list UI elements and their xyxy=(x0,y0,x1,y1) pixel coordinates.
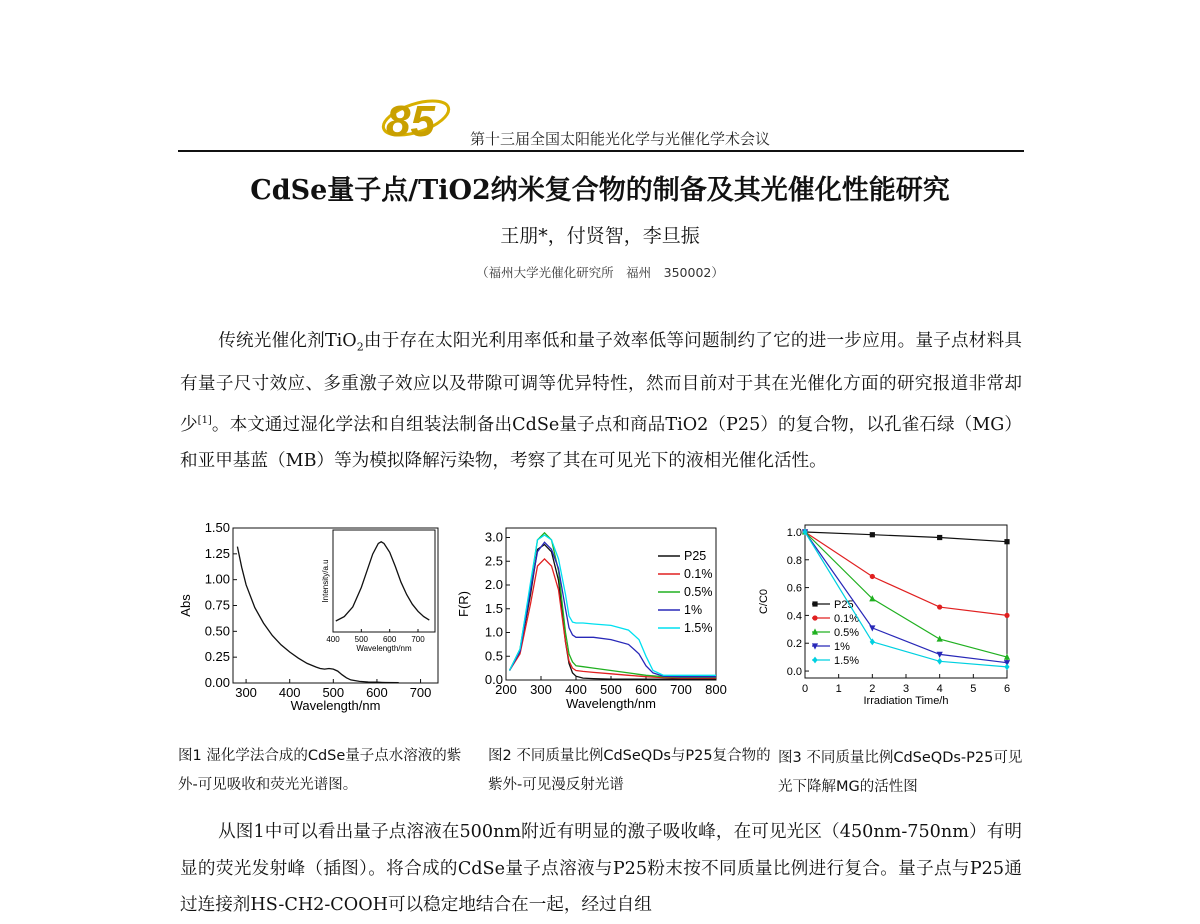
citation-ref: [1] xyxy=(197,414,212,426)
x-tick-label: 600 xyxy=(366,685,388,700)
x-tick-label: 500 xyxy=(322,685,345,700)
y-tick-label: 0.25 xyxy=(204,649,230,665)
x-tick-label: 0 xyxy=(801,683,809,695)
data-point xyxy=(1004,539,1009,544)
legend-label: 1% xyxy=(834,641,850,653)
legend-label: 1.5% xyxy=(684,621,713,635)
y-tick-label: 3.0 xyxy=(484,529,503,545)
y-tick-label: 0.5 xyxy=(484,648,503,664)
x-tick-label: 700 xyxy=(409,685,432,700)
y-tick-label: 1.50 xyxy=(204,520,230,535)
x-tick-label: 6 xyxy=(1003,683,1011,695)
y-tick-label: 0.50 xyxy=(204,623,230,639)
y-axis-label: Abs xyxy=(178,594,193,617)
data-point xyxy=(937,604,942,609)
legend-marker xyxy=(812,601,817,606)
y-tick-label: 2.0 xyxy=(484,577,503,592)
y-tick-label: 0.75 xyxy=(204,597,230,613)
data-point xyxy=(937,535,942,540)
x-axis-label: Wavelength/nm xyxy=(290,698,381,713)
figure-1-absorption-chart xyxy=(178,520,448,725)
legend-label: P25 xyxy=(684,549,707,563)
x-tick-label: 5 xyxy=(970,683,977,695)
inset-x-tick-label: 600 xyxy=(382,635,397,644)
inset-x-tick-label: 400 xyxy=(326,635,340,644)
legend-label: P25 xyxy=(834,599,854,611)
data-point xyxy=(937,635,943,641)
x-tick-label: 4 xyxy=(936,683,943,695)
y-tick-label: 1.5 xyxy=(484,600,503,616)
y-tick-label: 0.4 xyxy=(786,610,802,623)
data-point xyxy=(870,532,875,537)
x-tick-label: 600 xyxy=(635,682,657,697)
data-point xyxy=(870,574,875,579)
data-point xyxy=(937,658,942,665)
legend-label: 1% xyxy=(684,603,703,617)
data-point xyxy=(1004,613,1009,618)
inset-y-axis-label: Intensity/a.u xyxy=(321,559,330,603)
x-tick-label: 300 xyxy=(235,685,257,700)
x-axis-label: Irradiation Time/h xyxy=(863,695,949,707)
y-tick-label: 1.0 xyxy=(484,624,503,640)
x-tick-label: 3 xyxy=(902,683,910,695)
x-axis-label: Wavelength/nm xyxy=(566,696,656,711)
intro-paragraph: 传统光催化剂TiO$_2$由于存在太阳光利用率低和量子效率低等问题制约了它的进一步应用。量子点材料具有量子尺寸效应、多重激子效应以及带隙可调等优异特性，然而目前对于其在光催化方面的研究报道非常却少[1]。本文通过湿化学法和自组装法制备出CdSe量子点和商品TiO2（P25）的复合物，以孔雀石绿（MG）和亚甲基蓝（MB）等为模拟降解污染物，考察了其在可见光下的液相光催化活性。 xyxy=(180,331,1022,471)
y-tick-label: 0.0 xyxy=(484,672,503,687)
x-tick-label: 700 xyxy=(670,682,692,697)
y-tick-label: 1.0 xyxy=(786,526,802,539)
y-tick-label: 0.00 xyxy=(204,675,230,690)
inset-x-axis-label: Wavelength/nm xyxy=(356,644,412,653)
inset-x-tick-label: 500 xyxy=(354,635,369,644)
inset-frame xyxy=(333,530,435,632)
figure-2-caption: 图2 不同质量比例CdSeQDs与P25复合物的紫外-可见漫反射光谱 xyxy=(488,748,771,793)
y-tick-label: 1.25 xyxy=(204,545,230,561)
figure-3-degradation-chart xyxy=(755,520,1025,715)
x-tick-label: 300 xyxy=(530,682,552,697)
y-tick-label: 1.00 xyxy=(204,571,230,587)
results-paragraph: 从图1中可以看出量子点溶液在500nm附近有明显的激子吸收峰，在可见光区（450nm-750nm）有明显的荧光发射峰（插图）。将合成的CdSe量子点溶液与P25粉末按不同质量比例进行复合。量子点与P25通过连接剂HS-CH2-COOH可以稳定地结合在一起，经过自组 xyxy=(180,822,1022,915)
header-divider xyxy=(178,150,1024,152)
figure-3-caption: 图3 不同质量比例CdSeQDs-P25可见光下降解MG的活性图 xyxy=(778,750,1023,795)
y-axis-label: C/C0 xyxy=(758,588,770,615)
series-line-0 xyxy=(805,532,1007,542)
y-tick-label: 0.8 xyxy=(786,554,802,567)
figure-2-reflectance-chart xyxy=(458,520,733,725)
conference-logo xyxy=(378,88,458,144)
x-tick-label: 1 xyxy=(835,683,842,695)
y-tick-label: 2.5 xyxy=(484,553,503,569)
conference-name: 第十三届全国太阳能光化学与光催化学术会议 xyxy=(470,130,771,148)
logo-text: 85 xyxy=(386,97,435,146)
legend-label: 0.5% xyxy=(834,627,860,639)
x-tick-label: 2 xyxy=(869,683,876,695)
legend-label: 0.1% xyxy=(684,567,713,581)
data-point xyxy=(1004,663,1009,670)
authors: 王朋*，付贤智，李旦振 xyxy=(500,225,700,247)
paper-title: CdSe量子点/TiO2纳米复合物的制备及其光催化性能研究 xyxy=(250,175,950,206)
x-tick-label: 500 xyxy=(600,682,622,697)
legend-label: 0.5% xyxy=(684,585,713,599)
y-tick-label: 0.6 xyxy=(786,582,802,595)
x-tick-label: 400 xyxy=(565,682,587,697)
x-tick-label: 400 xyxy=(278,685,301,700)
y-axis-label: F(R) xyxy=(456,591,471,617)
legend-marker xyxy=(812,657,817,664)
legend-label: 1.5% xyxy=(834,655,860,667)
inset-x-tick-label: 700 xyxy=(411,635,425,644)
legend-label: 0.1% xyxy=(834,613,860,625)
x-tick-label: 800 xyxy=(705,682,727,697)
y-tick-label: 0.0 xyxy=(786,666,802,679)
legend-marker xyxy=(812,615,817,620)
affiliation: （福州大学光催化研究所 福州 350002） xyxy=(476,265,724,280)
y-tick-label: 0.2 xyxy=(786,638,802,651)
x-tick-label: 200 xyxy=(495,682,517,697)
figure-1-caption: 图1 湿化学法合成的CdSe量子点水溶液的紫外-可见吸收和荧光光谱图。 xyxy=(178,748,462,793)
